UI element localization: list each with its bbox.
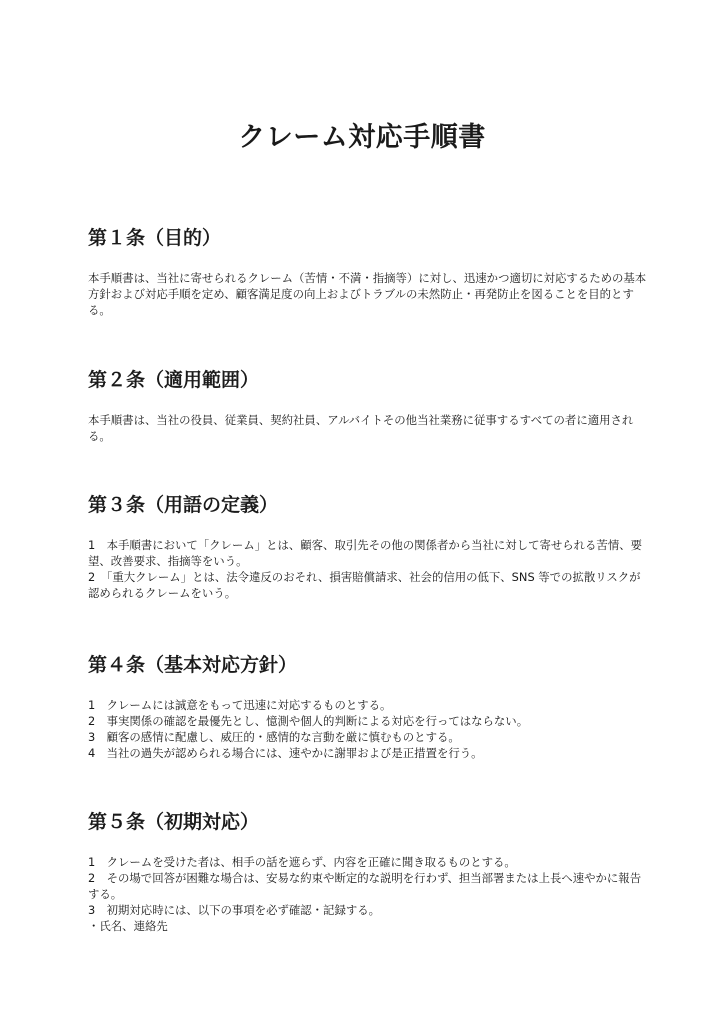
article-body	[88, 270, 648, 318]
paragraph: 3 顧客の感情に配慮し、威圧的・感情的な言動を厳に慎むものとする。	[88, 730, 460, 744]
article-heading: 第２条（適用範囲）	[88, 369, 260, 391]
article-heading: 第３条（用語の定義）	[88, 494, 279, 516]
paragraph: 2 その場で回答が困難な場合は、安易な約束や断定的な説明を行わず、担当部署または上長へ速やかに報告する。	[88, 871, 642, 901]
article-2	[88, 366, 648, 444]
article-4	[88, 651, 648, 761]
paragraph: 2 事実関係の確認を最優先とし、憶測や個人的判断による対応を行ってはならない。	[88, 714, 529, 728]
article-heading: 第１条（目的）	[88, 227, 222, 249]
paragraph: 1 クレームを受けた者は、相手の話を遮らず、内容を正確に聞き取るものとする。	[88, 855, 516, 869]
article-heading: 第５条（初期対応）	[88, 811, 260, 833]
article-body	[88, 854, 648, 934]
paragraph: 2 「重大クレーム」とは、法令違反のおそれ、損害賠償請求、社会的信用の低下、SNS 等での拡散リスクが認められるクレームをいう。	[88, 570, 641, 600]
article-5	[88, 808, 648, 934]
document-title: クレーム対応手順書	[238, 122, 486, 153]
paragraph: 1 本手順書において「クレーム」とは、顧客、取引先その他の関係者から当社に対して寄せられる苦情、要望、改善要求、指摘等をいう。	[88, 538, 642, 568]
paragraph: 1 クレームには誠意をもって迅速に対応するものとする。	[88, 698, 392, 712]
article-1	[88, 224, 648, 318]
article-heading: 第４条（基本対応方針）	[88, 654, 298, 676]
paragraph: 本手順書は、当社に寄せられるクレーム（苦情・不満・指摘等）に対し、迅速かつ適切に対応するための基本方針および対応手順を定め、顧客満足度の向上およびトラブルの未然防止・再発防止を図ることを目的とする。	[88, 271, 647, 317]
article-body	[88, 537, 648, 601]
paragraph: 本手順書は、当社の役員、従業員、契約社員、アルバイトその他当社業務に従事するすべての者に適用される。	[88, 413, 634, 443]
paragraph: 4 当社の過失が認められる場合には、速やかに謝罪および是正措置を行う。	[88, 746, 483, 760]
article-body	[88, 412, 648, 444]
bullet-item: ・氏名、連絡先	[88, 919, 168, 933]
article-body	[88, 697, 648, 761]
article-3	[88, 491, 648, 601]
paragraph: 3 初期対応時には、以下の事項を必ず確認・記録する。	[88, 903, 381, 917]
